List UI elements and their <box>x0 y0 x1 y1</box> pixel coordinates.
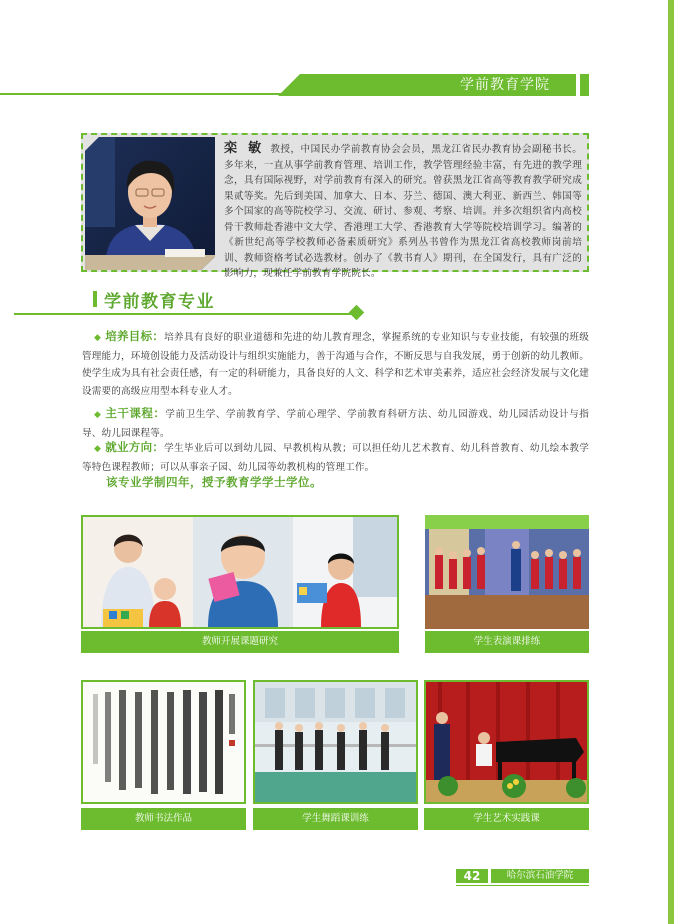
portrait-photo <box>85 137 215 270</box>
profile-bio <box>224 141 582 282</box>
profile-bio-text: 教授，中国民办学前教育协会会员，黑龙江省民办教育协会副秘书长。多年来，一直从事学前教育管理、培训工作，教学管理经验丰富，有先进的教学理念，具有国际视野，对学前教育有深入的研究。曾获黑龙江省高等教育教学研究成果贰等奖。先后到美国、加拿大、日本、芬兰、德国、澳大利亚、新西兰、韩国等多个国家的高等院校学习、交流、研讨、参观、考察、培训。并多次组织省内高校骨干教师赴香港中文大学、香港理工大学、香港教育大学等院校培训学习。编著的《新世纪高等学校教师必备素质研究》系列丛书曾作为黑龙江省高校教师岗前培训、教师资格考试必选教材。创办了《教书育人》期刊，在全国发行，具有广泛的影响力，现兼任学前教育学院院长。 <box>224 144 583 279</box>
section-rule <box>14 313 354 315</box>
page-number: 42 <box>456 869 488 883</box>
course-text: 学前卫生学、学前教育学、学前心理学、学前教育科研方法、幼儿园游戏、幼儿园活动设计与指导、幼儿园课程等。 <box>82 409 589 439</box>
bullet-diamond-icon: ◆ <box>94 333 102 343</box>
photo-teacher-research <box>81 515 399 629</box>
photo-caption: 教师开展课题研究 <box>81 631 399 653</box>
bullet-diamond-icon: ◆ <box>94 444 102 454</box>
section-diamond-icon <box>349 305 365 321</box>
profile-name: 栾 敏 <box>224 141 265 156</box>
goal-label: 培养目标： <box>105 329 165 343</box>
goal-text: 培养具有良好的职业道德和先进的幼儿教育理念，掌握系统的专业知识与专业技能，有较强的班级管理能力，环境创设能力及活动设计与组织实施能力，善于沟通与合作，不断反思与自我发展，勇于创新的幼儿教师。使学生成为具有社会责任感，有一定的科研能力，具备良好的人文、科学和艺术审美素养，适应社会经济发展与文化建设需要的高级应用型本科专业人才。 <box>82 332 590 397</box>
career-label: 就业方向： <box>105 440 165 454</box>
header-title: 学前教育学院 <box>460 77 550 93</box>
right-accent-bar <box>668 0 674 924</box>
photo-caption: 学生艺术实践课 <box>424 808 589 830</box>
career-paragraph <box>82 439 589 476</box>
photo-art-practice <box>424 680 589 804</box>
photo-caption: 教师书法作品 <box>81 808 246 830</box>
photo-student-performance <box>425 515 589 629</box>
career-text: 学生毕业后可以到幼儿园、早教机构从教；可以担任幼儿艺术教育、幼儿科普教育、幼儿绘本教学等特色课程教师；可以从事亲子园、幼儿园等幼教机构的管理工作。 <box>82 443 590 473</box>
program-closing: 该专业学制四年，授予教育学学士学位。 <box>106 475 322 489</box>
course-label: 主干课程： <box>105 406 166 420</box>
goal-paragraph <box>82 328 589 400</box>
header-tip <box>580 74 589 96</box>
section-title: 学前教育专业 <box>104 292 215 312</box>
photo-calligraphy <box>81 680 246 804</box>
section-bar <box>93 291 97 307</box>
school-name: 哈尔滨石油学院 <box>491 869 589 883</box>
photo-caption: 学生舞蹈课训练 <box>253 808 418 830</box>
bullet-diamond-icon: ◆ <box>94 410 102 420</box>
photo-dance-training <box>253 680 418 804</box>
footer-rule <box>456 885 589 886</box>
photo-caption: 学生表演课排练 <box>425 631 589 653</box>
course-paragraph <box>82 405 589 442</box>
